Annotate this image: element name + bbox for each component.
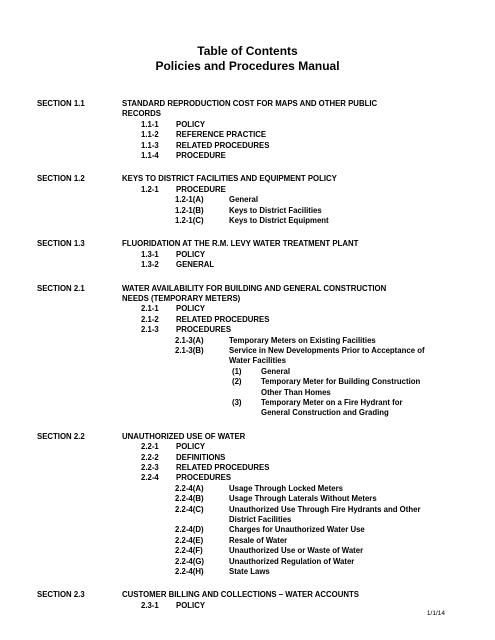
subitem-label: Temporary Meters on Existing Facilities bbox=[229, 335, 376, 345]
item-number: 1.1-4 bbox=[141, 151, 159, 160]
section-number: SECTION 2.3 bbox=[37, 590, 85, 600]
item-number: 2.2-4 bbox=[141, 473, 159, 483]
section-title: STANDARD REPRODUCTION COST FOR MAPS AND OTHER PUBLIC bbox=[122, 99, 378, 108]
subitem-number: 2.2-4(A) bbox=[175, 483, 204, 493]
subitem-number: 2.1-3(A) bbox=[175, 335, 204, 345]
section-number: SECTION 1.1 bbox=[37, 99, 85, 108]
item-number: 1.3-2 bbox=[141, 260, 159, 270]
section-number: SECTION 2.1 bbox=[37, 283, 85, 293]
item-label: REFERENCE PRACTICE bbox=[176, 130, 267, 140]
subitem-number: 1.2-1(B) bbox=[175, 205, 204, 215]
subitem-label: Usage Through Laterals Without Meters bbox=[229, 494, 377, 504]
item-label: POLICY bbox=[176, 600, 206, 610]
section-number: SECTION 2.2 bbox=[37, 431, 85, 441]
footer-date: 1/1/14 bbox=[426, 610, 445, 617]
subitem-number: 2.2-4(E) bbox=[175, 535, 204, 545]
section-number: SECTION 1.2 bbox=[37, 174, 85, 184]
page-title: Table of Contents bbox=[197, 44, 298, 58]
item-label: PROCEDURES bbox=[176, 473, 232, 483]
item-label: RELATED PROCEDURES bbox=[176, 463, 270, 472]
subitem-label: Usage Through Locked Meters bbox=[229, 483, 343, 493]
subitem-number: 1.2-1(C) bbox=[175, 216, 204, 225]
subsubitem-label: Temporary Meter for Building Construction bbox=[261, 377, 421, 387]
item-number: 2.1-2 bbox=[141, 314, 159, 324]
subsubitem-number: (1) bbox=[232, 366, 242, 376]
subitem-number: 1.2-1(A) bbox=[175, 195, 204, 205]
subitem-number: 2.2-4(D) bbox=[175, 525, 204, 535]
item-label: PROCEDURES bbox=[176, 325, 232, 335]
subitem-number: 2.1-3(B) bbox=[175, 346, 204, 355]
item-label: RELATED PROCEDURES bbox=[176, 314, 270, 324]
item-number: 1.1-3 bbox=[141, 140, 159, 150]
subsubitem-number: (3) bbox=[232, 398, 242, 407]
item-number: 2.2-3 bbox=[141, 463, 159, 472]
subitem-label: General bbox=[229, 195, 259, 205]
section-title: NEEDS (TEMPORARY METERS) bbox=[122, 294, 241, 303]
subitem-label: District Facilities bbox=[229, 515, 292, 524]
subitem-number: 2.2-4(B) bbox=[175, 494, 204, 504]
subsubitem-label: Other Than Homes bbox=[261, 387, 331, 397]
item-label: PROCEDURE bbox=[176, 151, 226, 160]
item-number: 2.1-1 bbox=[141, 304, 159, 314]
subsubitem-label: Temporary Meter on a Fire Hydrant for bbox=[261, 398, 403, 407]
item-number: 2.1-3 bbox=[141, 325, 159, 335]
section-title: FLUORIDATION AT THE R.M. LEVY WATER TREATMENT PLANT bbox=[122, 239, 359, 249]
subitem-label: Resale of Water bbox=[229, 535, 288, 545]
subsubitem-number: (2) bbox=[232, 377, 242, 387]
item-label: POLICY bbox=[176, 119, 206, 129]
subitem-label: Keys to District Equipment bbox=[229, 216, 329, 225]
item-number: 1.3-1 bbox=[141, 249, 159, 259]
item-number: 1.1-2 bbox=[141, 130, 159, 140]
item-label: DEFINITIONS bbox=[176, 452, 226, 462]
item-label: GENERAL bbox=[176, 260, 215, 270]
section-title: WATER AVAILABILITY FOR BUILDING AND GENERAL CONSTRUCTION bbox=[122, 283, 387, 293]
subitem-number: 2.2-4(F) bbox=[175, 546, 203, 556]
subitem-label: Unauthorized Use or Waste of Water bbox=[229, 546, 364, 556]
subsubitem-label: General bbox=[261, 366, 291, 376]
item-number: 2.2-1 bbox=[141, 442, 159, 452]
subsubitem-label: General Construction and Grading bbox=[261, 408, 389, 418]
subitem-label: Keys to District Facilities bbox=[229, 205, 322, 215]
item-label: RELATED PROCEDURES bbox=[176, 140, 270, 150]
item-number: 2.3-1 bbox=[141, 600, 159, 610]
page-subtitle: Policies and Procedures Manual bbox=[155, 59, 340, 73]
subitem-label: Charges for Unauthorized Water Use bbox=[229, 525, 365, 535]
subitem-label: State Laws bbox=[229, 567, 270, 576]
subitem-label: Unauthorized Use Through Fire Hydrants and Other bbox=[229, 504, 421, 514]
section-title: KEYS TO DISTRICT FACILITIES AND EQUIPMENT POLICY bbox=[122, 174, 337, 184]
item-label: POLICY bbox=[176, 442, 206, 452]
subitem-number: 2.2-4(G) bbox=[175, 556, 205, 566]
item-number: 1.2-1 bbox=[141, 184, 159, 194]
item-number: 2.2-2 bbox=[141, 452, 159, 462]
item-label: PROCEDURE bbox=[176, 184, 226, 194]
item-number: 1.1-1 bbox=[141, 119, 159, 129]
subitem-label: Service in New Developments Prior to Acceptance of bbox=[229, 346, 425, 355]
section-number: SECTION 1.3 bbox=[37, 239, 85, 249]
section-title: UNAUTHORIZED USE OF WATER bbox=[122, 431, 246, 441]
subitem-label: Unauthorized Regulation of Water bbox=[229, 556, 355, 566]
subitem-number: 2.2-4(C) bbox=[175, 504, 204, 514]
item-label: POLICY bbox=[176, 249, 206, 259]
subitem-number: 2.2-4(H) bbox=[175, 567, 204, 576]
section-title: RECORDS bbox=[122, 109, 161, 119]
item-label: POLICY bbox=[176, 304, 206, 314]
section-title: CUSTOMER BILLING AND COLLECTIONS – WATER ACCOUNTS bbox=[122, 590, 359, 600]
subitem-label: Water Facilities bbox=[229, 356, 286, 366]
